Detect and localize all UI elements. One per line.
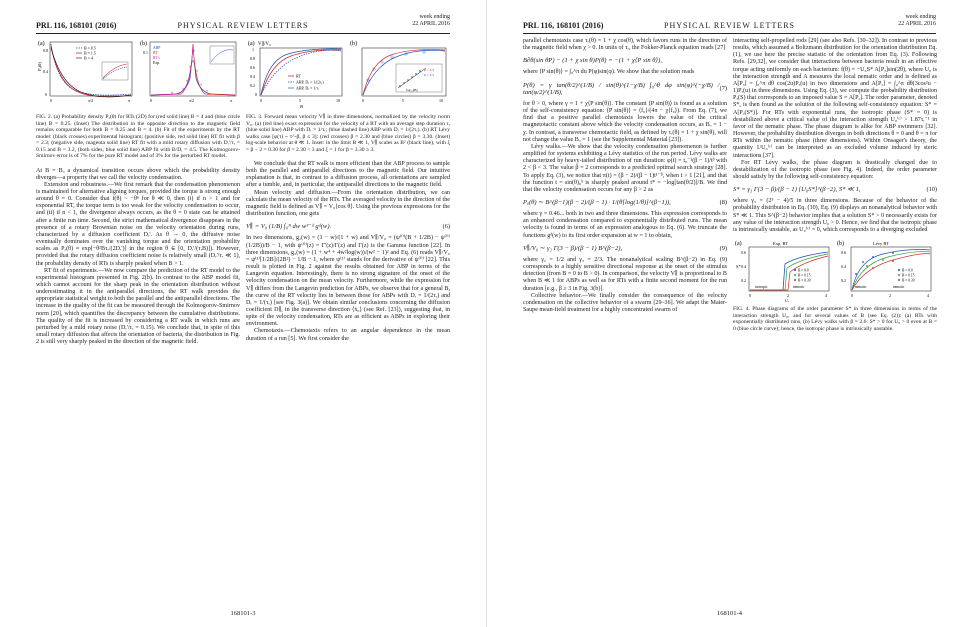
fig2-panel-b-label: (b) — [140, 41, 147, 47]
header-rule — [523, 33, 936, 34]
paragraph: where γ = 0.46... both in two and three dimensions. This expression corresponds to an enhanced condensation compared to exponentially distributed runs. The mean velocity is found in terms of an expression analogous to Eq. (6). We truncate the functions gᵈ(w) to its first order expansion at w = 1 to obtain, — [523, 211, 727, 239]
fig3-panel-b-label: (b) — [350, 41, 357, 47]
figure-3 — [246, 38, 450, 110]
equation-body: S* = γ₃ Γ(3 − β)/(β − 1) [U₀S*]^(β−2), S* ≪ 1, — [733, 186, 861, 194]
fig4b-ytick: 0.4 — [841, 264, 846, 270]
paragraph: parallel chemotaxis case τᵣ(θ) = 1 + χ cos(θ), which favors runs in the direction of the magnetic field when χ > 0. In units of τᵣ, the Fokker-Planck equation reads [27] — [523, 38, 727, 52]
paragraph: where ⟨P sin(θ)⟩ = ∫₀^π du P(φ)sin(φ). We show that the solution reads — [523, 69, 695, 76]
fig4a-xtick: 0 — [749, 293, 751, 299]
fig4-panel-b-label: (b) — [837, 241, 844, 248]
fig2-caption: FIG. 2. (a) Probability density Pₐ(θ) for RTs (2D) for (red solid line) B = 4 and (blue circle line) B = 0.25. (Inset) The distribution in the opposite direction to the magnetic field remains comparable for both B = 0.25 and B = 4. (b) Fit of the experiments by the RT model: (black crosses) experimental histogram; (positive side, red solid line) RT fit with β = 2.3; (negative side, magenta solid line) RT fit with a mild rotary diffusion with Dᵣ'/τᵣ = 0.15 and B = 3.2, (both sides, blue solid line) ABP fit with B/Dᵣ = 4.5. The Kolmogorov-Smirnov error is of 7% for the pure RT model and of 3% for the perturbed RT model. — [36, 114, 240, 159]
paragraph: Mean velocity and diffusion.—From the orientation distribution, we can calculate the mean velocity of the RTs. The averaged velocity in the direction of the magnetic field is defined as V∥ = V₀⟨cos θ⟩. Using the previous expressions for the distribution function, one gets — [246, 189, 451, 218]
paragraph: Collective behavior.—We finally consider the consequence of the velocity condensation on the collective behavior of a swarm [29–36]. We adapt the Maier-Saupe mean-field treatment for a highly concentrated swarm of — [523, 292, 727, 313]
journal-citation: PRL 116, 168101 (2016) — [36, 21, 117, 30]
equation-number: (10) — [926, 186, 937, 194]
fig4b-xtick: 2 — [889, 293, 891, 299]
fig4b-legend-entry: B = 0.15 — [902, 273, 915, 278]
svg-text:×: × — [206, 88, 209, 93]
svg-text:×: × — [182, 86, 185, 91]
fig3-panel-a-label: (a) — [248, 41, 255, 47]
week-ending: week ending 22 APRIL 2016 — [412, 14, 450, 27]
svg-text:×: × — [189, 64, 192, 69]
fig3a-ytick: 0 — [255, 92, 257, 97]
fig3b-xtick: 5 — [402, 98, 404, 103]
fig4a-region-label: nematic — [793, 285, 805, 290]
fig3a-xtick: 0 — [260, 98, 262, 103]
fig3a-legend-entry: RT — [296, 73, 301, 79]
right-page — [486, 0, 972, 627]
fig4-panel-a-label: (a) — [735, 241, 742, 248]
fig3a-ytick: 0.6 — [250, 65, 255, 70]
equation-6 — [246, 223, 450, 230]
paragraph: RT fit of experiments.—We now compare the prediction of the RT model to the experimental histogram presented in Fig. 2(b). In contrast to the ABP model fit, which cannot account for the sharp peak in the orientation distribution without underestimating it in the antiparallel directions, the RT walk provides the appropriate statistical weight to both the parallel and the antiparallel directions. The increase in the quality of the fit can be measured through the Kolmogorov-Smirnov norm [20], which quantifies the discrepancy between the cumulative distributions. The quality of the fit is increased by considering a RT walk in which runs are perturbed by a mild rotary noise (Dᵣ'/τᵣ = 0.15). We conclude that, in spite of this small rotary diffusion that affects the orientation of bacteria, the distribution in Fig. 2 is still very sharply peaked in the direction of the magnetic field. — [36, 267, 240, 346]
fig4a-xtick: 4 — [825, 293, 827, 299]
fig4a-ylabel: S* — [736, 264, 741, 270]
paragraph: where γ₂ = 1/2 and γ₃ = 2/3. The nonanalytical scaling B^(β−2) in Eq. (9) corresponds to a highly sensitive directional response at the onset of the stimulus detection (from B = 0 to B > 0). In comparison, the velocity V∥ is proportional to B when B ≪ 1 for ABPs as well as for RTs with a finite second moment for the run duration [e.g., β ≥ 3 in Fig. 3(b)]. — [523, 256, 727, 292]
fig2-panel-a-label: (a) — [38, 41, 45, 47]
paragraph: We conclude that the RT walk is more efficient than the ABP process to sample both the parallel and antiparallel directions to the magnetic field. Our intuitive explanation is that, in contrast to a diffusion process, all orientations are sampled after a tumble, and, in particular, the antiparallel directions to the magnetic field. — [246, 161, 450, 189]
page-header — [36, 14, 450, 32]
fig2b-ytick: 0.1 — [143, 50, 148, 55]
fig4a-legend-entry: B = 0.15 — [798, 273, 811, 278]
left-page-column-2 — [246, 38, 450, 343]
figure-4 — [733, 238, 937, 302]
paragraph: interacting self-propelled rods [29] (see also Refs. [30–32]). In contrast to previous results, which assumed a Boltzmann distribution for the orientation distribution Eq. (1), we use here the precise statistic of the orientation from Eq. (3). Following Refs. [29,32], we consider that interactions between bacteria result in an effective torque acting uniformly on each bacterium: f(θ) = −U₀S* A[Pₐ]sin(2θ), where U₀ is the interaction strength and A measures the local nematic order and is defined as A[Pₐ] = ∫₀^π dθ cos(2u)Pₐ(u) in two dimensions and A[Pₐ] = ∫₀^π dθ(3cos²u − 1)Pₐ(u) in three dimensions. Using Eq. (3), we compute the probability distribution Pₐ(S) that corresponds to an imposed value S = A[Pₐ]. The order parameter, denoted S*, is then found as the solution of the following self-consistency equation: S* = A[Pₐ(S*)]. For RTs with exponential runs, the isotropic phase (S* = 0) is destabilized above a critical value of the interaction strength U₀⁽ᶜ⁾ > 1.87τᵣ⁻¹ in favor of the nematic phase. The phase diagram is alike for ABP swimmers [32]. However, the probability distribution diverges in both directions θ = 0 and θ = π for RTs within the nematic phase (three dimensions). Within Onsager's theory, the quantity 1/U₀⁽ᶜ⁾ can be interpreted as an excluded volume induced by steric interactions [37]. — [733, 38, 937, 159]
right-page-column-2 — [733, 38, 937, 340]
paragraph: For RT Lévy walks, the phase diagram is drastically changed due to destabilization of the isotropic phase (see Fig. 4). Indeed, the order parameter should satisfy by the following self-consistency equation: — [733, 159, 937, 180]
fig4b-markers — [852, 250, 930, 291]
equation-number: (6) — [442, 223, 450, 231]
svg-text:×: × — [186, 78, 189, 83]
fig4a-legend-entry: B = 0.30 — [798, 278, 811, 283]
equation-body: V∥/V₀ ∼ γ₂ Γ(3 − β)/(β − 1) B^(β−2), — [523, 244, 623, 252]
fig4a-legend-entry: B = 0.0 — [798, 268, 809, 273]
paragraph: In two dimensions, g₂(w) = (1 − w)/(1 + w) and V∥/V₀ = (ψ⁽⁰⁾(B + 1/2B) − ψ⁽⁰⁾(1/2B))/B − 1, with ψ⁽⁰⁾(z) = Γ'(z)/Γ(z) and Γ(z) is the Gamma function [22]. In three dimensions, g₃(w) = (1 + w⁴ + 4w²log(w))/(w² − 1)² and Eq. (6) reads V∥/V₀ = ψ⁽¹⁾[1/2B]/(2B²) − 1/B − 1, where ψ⁽¹⁾ stands for the derivative of ψ⁽⁰⁾ [22]. This result is plotted in Fig. 2 against the results obtained for ABP in terms of the Langevin equation. Interestingly, there is no strong signature of the onset of the velocity condensation on the mean velocity. Furthermore, while the expression for V∥ differs from the Langevin prediction for ABPs, we observe that for a general B, the curve of the RT velocity lies in between those for ABPs with Dᵣ = 1/(2τᵣ) and Dᵣ = 1/(τᵣ) [see Fig. 3(a)]. We obtain similar conclusions concerning the diffusion coefficient D∥, in the transverse direction ⟨ẋ₀⟩ (see Ref. [23]), suggesting that, in spite of the velocity condensation, RTs are as efficient as ABPs in exploring their environment. — [246, 235, 450, 328]
fig3b-legend-entry: β = 3.3 — [424, 68, 434, 72]
fig4b-legend-entry: B = 0.0 — [902, 268, 913, 273]
fig2a-legend-entry: B = 4 — [84, 55, 93, 61]
fig2b-inset — [210, 46, 234, 64]
paragraph: At B = Bₒ a dynamical transition occurs above which the probability density diverges—a property that we call the velocity condensation. — [36, 167, 240, 181]
fig4a-region-label: isotropic — [755, 285, 768, 290]
equation-number: (9) — [719, 244, 727, 252]
fig4b-ytick: 0.2 — [841, 278, 846, 284]
header-rule — [36, 33, 450, 34]
fig3b-inset — [396, 64, 442, 92]
page-number: 168101-3 — [230, 610, 256, 617]
paragraph: for θ > 0, where γ = 1 + χ⟨P sin(θ)⟩. The constant ⟨P sin(θ)⟩ is found as a solution of the self-consistency equation: ⟨P sin(θ)⟩ = ⟨f₀⟩/(4π − χ⟨f₀⟩). From Eq. (7), we find that a positive parallel chemotaxis lowers the value of the critical magnetotactic constant above which the velocity condensation occurs, as Bₒ = 1 − χ. In contrast, a transverse chemotactic field, as defined by τᵣ(θ) = 1 + χ sin(θ), will not change the value Bₒ = 1 (see the Supplemental Material [23]). — [523, 100, 727, 143]
fig4b-xtick: 4 — [927, 293, 929, 299]
fig3a-legend-entry: ABP, Dᵣ = 1/τᵣ — [296, 85, 320, 91]
equation-number: (8) — [719, 198, 727, 206]
fig3a-xtick: 10 — [336, 98, 340, 103]
fig4b-region-label: nematic — [893, 285, 905, 290]
page-number: 168101-4 — [717, 610, 742, 617]
fig3b-inset-xlabel: log₁₀(B) — [406, 88, 418, 92]
fig4a-ytick: 0.4 — [741, 264, 746, 270]
fig2a-legend-entry: B = 0.5 — [84, 45, 96, 51]
svg-text:×: × — [200, 82, 203, 87]
svg-text:×: × — [193, 48, 196, 53]
journal-citation: PRL 116, 168101 (2016) — [523, 21, 604, 30]
fig2a-ytick: 0.8 — [43, 48, 48, 53]
fig2a-ytick: 0 — [45, 92, 47, 97]
left-page-column-1 — [36, 38, 240, 346]
fig3b-xtick: 10 — [439, 98, 443, 103]
week-ending: week ending 22 APRIL 2016 — [898, 14, 936, 27]
equation-body: Pₐ(θ) ∼ B^(β−1)(β − 2)/(β − 1) · 1/(θ[log(1/θ)]^(β−1)), — [523, 198, 671, 206]
fig2b-xtick: π — [230, 98, 233, 103]
equation-10 — [733, 186, 937, 193]
fig2b-xtick: π/2 — [189, 98, 195, 103]
page-header — [523, 14, 936, 32]
fig3-caption: FIG. 3. Forward mean velocity V∥ in three dimensions, normalized by the velocity norm V₀. (a) (red line) exact expression for the velocity of a RT with an average step duration τᵣ (blue solid line) ABP with Dᵣ = 1/τᵣ; (blue dashed line) ABP with Dᵣ = 1/(2τᵣ). (b) RT Lévy walks case [φ(τ) ~ τ^-β, β ≤ 3]: (red crosses) β = 2.30 and (blue circles) β = 3.30. (Inset) log-scale behavior at θ ≪ 1. Inset: in the limit B ≪ 1, V∥ scales as B² (black line), with ξ = β − 2 = 0.30 for β = 2.30 < 3 and ξ = 1 for β = 3.30 ≥ 3. — [246, 114, 450, 153]
svg-text:×: × — [196, 68, 199, 73]
equation-9 — [523, 245, 727, 252]
fig3a-ytick: 0.4 — [250, 74, 255, 79]
fig3a-ylabel: V∥/V₀ — [258, 42, 271, 47]
fig2a-xtick: π/2 — [88, 98, 94, 103]
figure-2 — [36, 38, 240, 110]
fig2a-ytick: 0.4 — [43, 69, 48, 74]
fig2a-legend-entry: B = 1.5 — [84, 50, 96, 56]
fig4a-ytick: 0.2 — [741, 278, 746, 284]
journal-title: PHYSICAL REVIEW LETTERS — [664, 21, 795, 30]
fig4b-ytick: 0.6 — [841, 250, 846, 256]
fig4b-region-label: nematic — [855, 285, 867, 290]
equation-8 — [523, 199, 727, 206]
fig2b-xtick: 0 — [150, 98, 152, 103]
fig3a-legend-entry: ABP, Dᵣ = 1/(2τᵣ) — [296, 79, 324, 85]
fig2b-legend-entry: ABP — [153, 46, 161, 50]
fig4a-title: Exp. RT — [773, 241, 788, 247]
fig4a-xlabel: U₀ — [785, 298, 790, 303]
fig2b-legend-entry: RT — [153, 51, 158, 55]
equation-number: (7) — [719, 85, 727, 93]
svg-text:×: × — [171, 90, 174, 95]
fig3b-legend-entry: β = 3.3 — [424, 73, 434, 77]
fig2b-legend-entry: Exp. — [153, 61, 161, 65]
paragraph: Lévy walks.—We show that the velocity condensation phenomenon is further amplified for systems exhibiting a Lévy statistics of the run period. Lévy walks are characterized by heavy-tailed distribution of run duration: φ(t) = t₀⁻¹(β − 1)/tᵝ with 2 < β < 3. The value β = 2 corresponds to a predicted optimal search strategy [28]. To apply Eq. (3), we notice that π(t) = (β − 2)/(β − 1)t¹⁻ᵝ, when t > 1 [21], and that the function t = sin(θ)₀ᵇ is sharply peaked around t* = −log[tan(θ/2)]/B. We find that the velocity condensation occurs for any β > 2 as — [523, 143, 727, 193]
equation-body: V∥ = V₀ (1/B) ∫₀ᴮ dw w³⁻ᵈ gᵈ(w). — [246, 223, 332, 231]
fig3a-ytick: 0.2 — [250, 83, 255, 88]
fig2b-experimental-crosses — [171, 48, 208, 95]
fig3a-xlabel: B — [300, 104, 303, 109]
paragraph: Extension and robustness.—We first remark that the condensation phenomenon is maintained for alternative aligning torques, provided the torque is strong enough around θ = 0. Consider that f(θ) ~ −θⁿ for θ ≪ 0, then (i) if n > 1 and for exponential RT, the torque term is too weak for the velocity condensation to occur, and (ii) if n < 1, the divergence always occurs, as the θ = 0 state can be attained after a finite run time. Second, the strict mathematical divergence disappears in the presence of a rotary Brownian noise on the velocity orientation during runs, characterized by a diffusion coefficient Dᵣ'. As θ → 0, the diffusive noise eventually dominates over the vanishing torque and the orientation probability scales as Pₐ(θ) ≈ exp[−θ²Bτᵣ/(2Dᵣ')] in the region θ ∈ [0, Dᵣ'/(τᵣB)]). However, provided that the rotary diffusion coefficient noise is relatively small (Dᵣ'/τᵣ ≪ 1), the probability density of RTs is sharply peaked when B > 1. — [36, 181, 240, 267]
fig3a-ytick: 0.8 — [250, 56, 255, 61]
fig4a-ytick: 0.6 — [741, 250, 746, 256]
fig4b-xtick: 0 — [851, 293, 853, 299]
fig4b-legend-entry: B = 0.30 — [902, 278, 915, 283]
fig3a-ytick: 1 — [252, 47, 254, 52]
paragraph: Chemotaxis.—Chemotaxis refers to an angular dependence in the mean duration of a run [5]. We first consider the — [246, 328, 450, 342]
paragraph: where γ₃ = (2³ − 4)/5 in three dimensions. Because of the behavior of the probability distribution in Eq. (10), Eq. (9) displays an nonanalytical behavior with S* ≪ 1. This S^(β−2) behavior implies that a solution S* > 0 necessarily exists for any value of the interaction strength U₀ > 0. Hence, we find that the isotropic phase is intrinsically unstable, as U₀⁽ᶜ⁾ = 0, which corresponds to a diverging excluded — [733, 198, 937, 233]
fig3a-xtick: 5 — [299, 98, 301, 103]
equation-body: B∂θ(sin θP) − (1 + χ sin θ)P(θ) = −(1 + χ⟨P sin θ⟩), — [523, 57, 662, 65]
right-page-column-1 — [523, 38, 727, 314]
equation-body: P(θ) = γ tan(θ/2)^(1/B) / sin(θ)^(1−χ/B) ∫₀^θ dφ sin(φ)^(−χ/B) / tan(φ/2)^(1/B), — [523, 81, 720, 96]
journal-title: PHYSICAL REVIEW LETTERS — [177, 21, 309, 30]
fig2a-xtick: π — [128, 98, 131, 103]
fig4b-title: Lévy RT — [873, 241, 889, 247]
fig3b-xtick: 0 — [362, 98, 364, 103]
equation-fokker-planck — [523, 57, 727, 64]
fig2a-xtick: 0 — [50, 98, 52, 103]
fig4-caption: FIG. 4. Phase diagrams of the order parameter S* in three dimensions in terms of the interaction strength U₀, and for several values of B (see Eq. (2)): (a) RTs with exponentially distributed runs, (b) Lévy walks with β = 2.6: S* > 0 for U₀ > 0 even at B = 0 (blue circle curve); hence, the isotropic phase is intrinsically unstable. — [733, 306, 937, 332]
equation-7 — [523, 82, 727, 96]
fig2b-legend-entry: RT-c — [153, 56, 161, 60]
fig2a-ylabel: Pₐ(θ) — [37, 62, 42, 71]
fig4a-xtick: 2 — [787, 293, 789, 299]
